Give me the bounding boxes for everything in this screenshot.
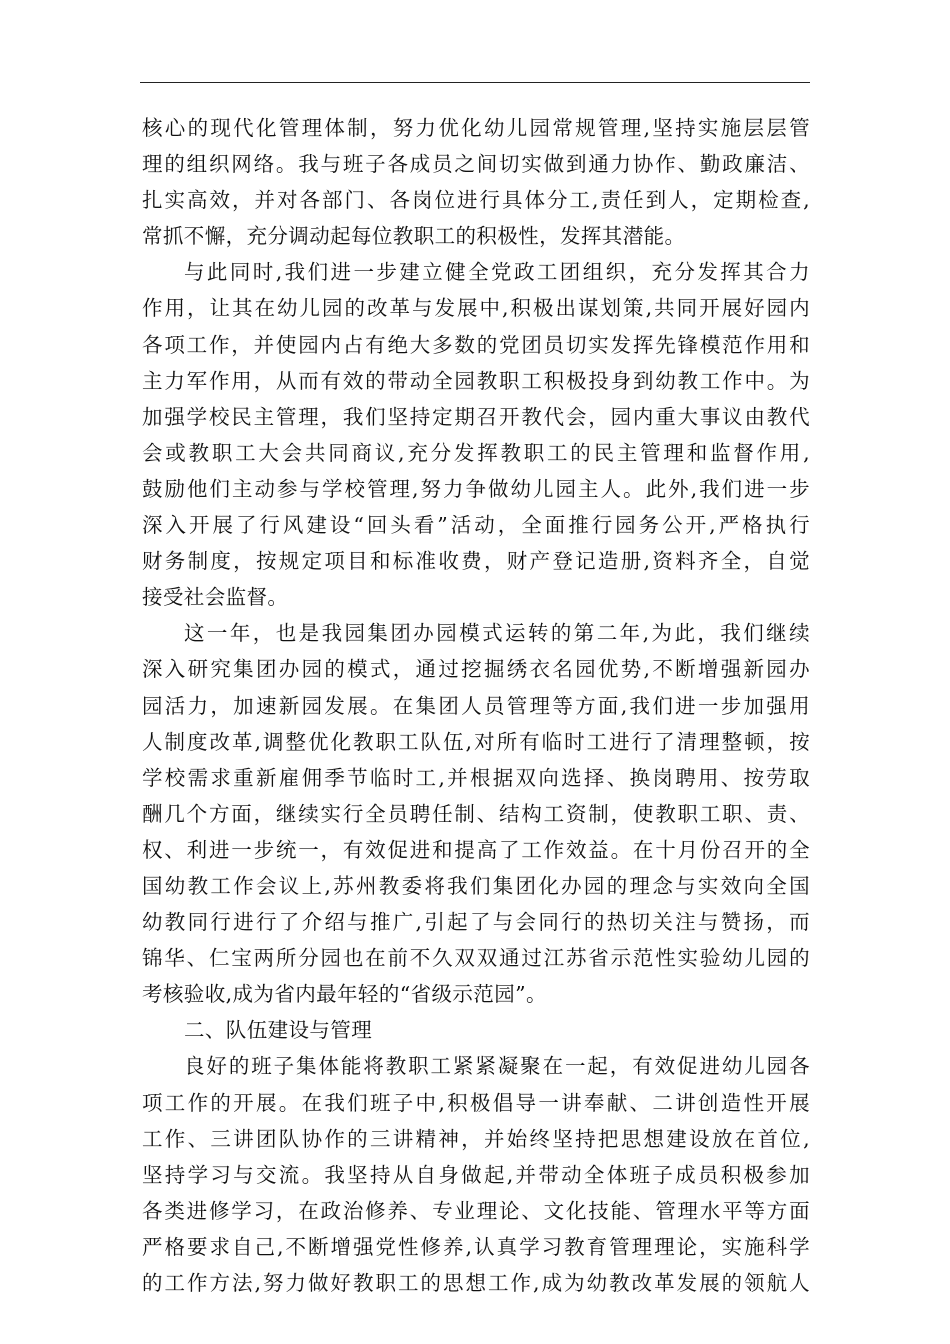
text-line: 会或教职工大会共同商议,充分发挥教职工的民主管理和监督作用,: [142, 440, 810, 465]
text-line: 良好的班子集体能将教职工紧紧凝聚在一起，有效促进幼儿园各: [184, 1054, 810, 1079]
text-line: 的工作方法,努力做好教职工的思想工作,成为幼教改革发展的领航人: [142, 1271, 810, 1295]
text-line: 鼓励他们主动参与学校管理,努力争做幼儿园主人。此外,我们进一步: [142, 476, 810, 501]
text-line: 幼教同行进行了介绍与推广,引起了与会同行的热切关注与赞扬，而: [142, 910, 810, 935]
text-line: 锦华、仁宝两所分园也在前不久双双通过江苏省示范性实验幼儿园的: [142, 946, 810, 971]
text-line: 理的组织网络。我与班子各成员之间切实做到通力协作、勤政廉洁、: [142, 152, 810, 177]
text-line: 考核验收,成为省内最年轻的“省级示范园”。: [142, 982, 547, 1007]
text-line: 作用，让其在幼儿园的改革与发展中,积极出谋划策,共同开展好园内: [142, 296, 810, 321]
text-line: 深入开展了行风建设“回头看”活动，全面推行园务公开,严格执行: [142, 513, 810, 538]
text-line: 各类进修学习，在政治修养、专业理论、文化技能、管理水平等方面: [142, 1198, 810, 1223]
text-line: 酬几个方面，继续实行全员聘任制、结构工资制，使教职工职、责、: [142, 801, 810, 826]
text-line: 园活力，加速新园发展。在集团人员管理等方面,我们进一步加强用: [142, 693, 810, 718]
text-line: 人制度改革,调整优化教职工队伍,对所有临时工进行了清理整顿，按: [142, 729, 810, 754]
text-line: 国幼教工作会议上,苏州教委将我们集团化办园的理念与实效向全国: [142, 873, 810, 898]
header-rule: [140, 82, 810, 83]
text-line: 深入研究集团办园的模式，通过挖掘绣衣名园优势,不断增强新园办: [142, 657, 810, 682]
text-line: 工作、三讲团队协作的三讲精神，并始终坚持把思想建设放在首位,: [142, 1126, 810, 1151]
text-line: 权、利进一步统一，有效促进和提高了工作效益。在十月份召开的全: [142, 837, 810, 862]
body-text: [142, 110, 810, 1301]
text-line: 严格要求自己,不断增强党性修养,认真学习教育管理理论，实施科学: [142, 1234, 810, 1259]
text-line: 与此同时,我们进一步建立健全党政工团组织，充分发挥其合力: [184, 260, 810, 285]
text-line: 主力军作用，从而有效的带动全园教职工积极投身到幼教工作中。为: [142, 368, 810, 393]
text-line: 坚持学习与交流。我坚持从自身做起,并带动全体班子成员积极参加: [142, 1162, 810, 1187]
text-line: 扎实高效，并对各部门、各岗位进行具体分工,责任到人，定期检查,: [142, 188, 810, 213]
text-line: 学校需求重新雇佣季节临时工,并根据双向选择、换岗聘用、按劳取: [142, 765, 810, 790]
text-line: 接受社会监督。: [142, 585, 289, 610]
text-line: 这一年，也是我园集团办园模式运转的第二年,为此，我们继续: [184, 621, 810, 646]
text-line: 项工作的开展。在我们班子中,积极倡导一讲奉献、二讲创造性开展: [142, 1090, 810, 1115]
text-line: 加强学校民主管理，我们坚持定期召开教代会，园内重大事议由教代: [142, 404, 810, 429]
text-line: 各项工作，并使园内占有绝大多数的党团员切实发挥先锋模范作用和: [142, 332, 810, 357]
text-line: 核心的现代化管理体制，努力优化幼儿园常规管理,坚持实施层层管: [142, 116, 810, 140]
text-line: 常抓不懈，充分调动起每位教职工的积极性，发挥其潜能。: [142, 224, 686, 249]
text-line: 财务制度，按规定项目和标准收费，财产登记造册,资料齐全，自觉: [142, 549, 810, 574]
text-line: 二、队伍建设与管理: [184, 1018, 373, 1043]
